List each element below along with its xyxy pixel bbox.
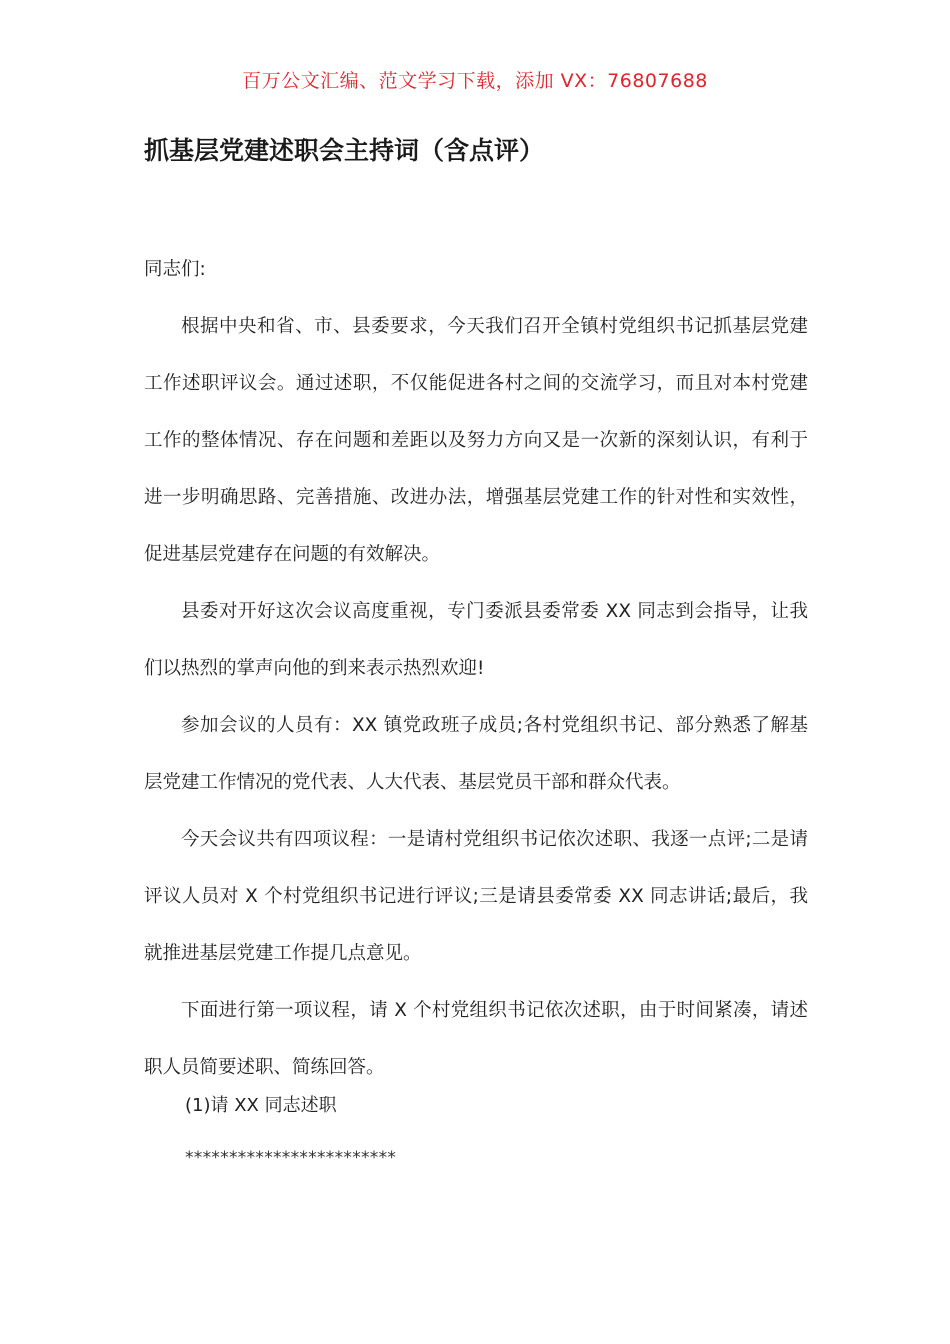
paragraph-first-item: 下面进行第一项议程，请 X 个村党组织书记依次述职，由于时间紧凑，请述职人员简要述职、简练回答。 (144, 1000, 808, 1078)
document-title: 抓基层党建述职会主持词（含点评） (144, 136, 545, 165)
paragraph-intro: 根据中央和省、市、县委要求，今天我们召开全镇村党组织书记抓基层党建工作述职评议会。通过述职，不仅能促进各村之间的交流学习，而且对本村党建工作的整体情况、存在问题和差距以及努力方向又是一次新的深刻认识，有利于进一步明确思路、完善措施、改进办法，增强基层党建工作的针对性和实效性，促进基层党建存在问题的有效解决。 (144, 316, 808, 565)
paragraph-attendees: 参加会议的人员有：XX 镇党政班子成员;各村党组织书记、部分熟悉了解基层党建工作情况的党代表、人大代表、基层党员干部和群众代表。 (144, 715, 808, 793)
agenda-item: (1)请 XX 同志述职 (185, 1095, 337, 1116)
paragraph-agenda: 今天会议共有四项议程：一是请村党组织书记依次述职、我逐一点评;二是请评议人员对 X 个村党组织书记进行评议;三是请县委常委 XX 同志讲话;最后，我就推进基层党建工作提几点意见。 (144, 829, 808, 964)
salutation: 同志们: (144, 259, 206, 280)
header-banner: 百万公文汇编、范文学习下载，添加 VX：76807688 (242, 70, 708, 92)
document-body (144, 241, 808, 1096)
separator-line: ************************ (185, 1148, 397, 1168)
paragraph-welcome: 县委对开好这次会议高度重视，专门委派县委常委 XX 同志到会指导，让我们以热烈的掌声向他的到来表示热烈欢迎! (144, 601, 808, 679)
